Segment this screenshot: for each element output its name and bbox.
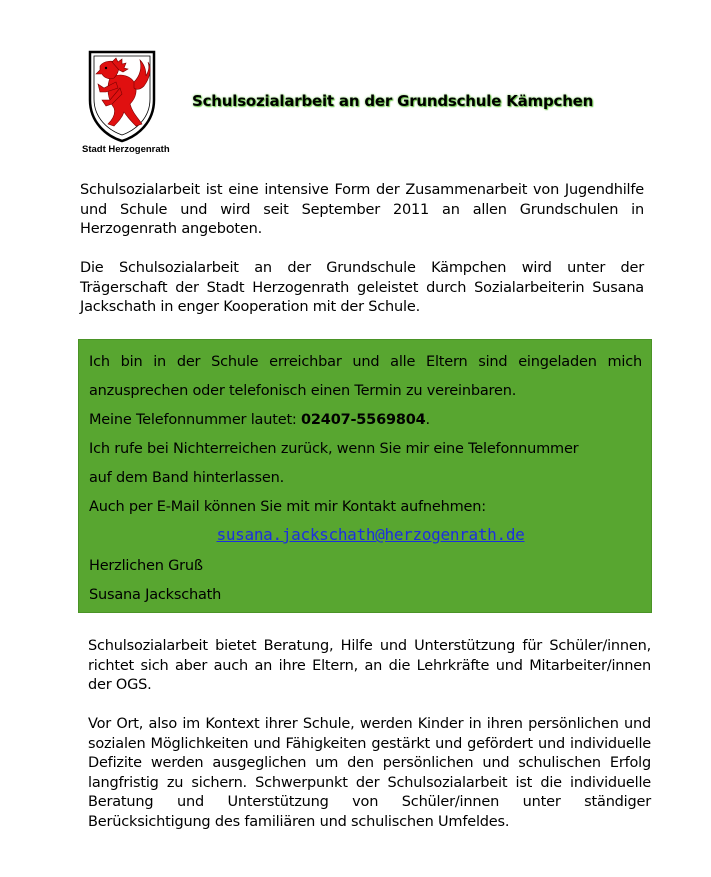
intro-paragraph-1: Schulsozialarbeit ist eine intensive Form der Zusammenarbeit von Jugendhilfe und Schule und wird seit September 2011 an allen Grundschulen in Herzogenrath angeboten. [80,182,644,237]
phone-number[interactable]: 02407-5569804 [301,412,426,428]
body-paragraph-2: Vor Ort, also im Kontext ihrer Schule, werden Kinder in ihren persönlichen und sozialen Möglichkeiten und Fähigkeiten gestärkt und gefördert und individuelle Defizite werden ausgeglichen um den persönlichen und schulischen Erfolg langfristig zu sichern. Schwerpunkt der Schulsozialarbeit ist die individuelle Beratung und Unterstützung von Schüler/innen unter ständiger Berücksichtigung des familiären und schulischen Umfeldes. [88,716,651,830]
contact-line-6: Auch per E-Mail können Sie mit mir Kontakt aufnehmen: [89,499,486,515]
herzogenrath-lion-crest-icon [86,48,158,144]
contact-line-5: auf dem Band hinterlassen. [89,470,285,486]
phone-suffix: . [425,412,430,428]
contact-line-2: anzusprechen oder telefonisch einen Termin zu vereinbaren. [89,383,517,399]
email-row [89,525,642,555]
contact-box [78,339,652,613]
contact-line-1: Ich bin in der Schule erreichbar und alle Eltern sind eingeladen mich [89,354,642,370]
contact-phone-line [89,409,642,438]
greeting: Herzlichen Gruß [89,558,203,574]
city-crest [82,48,170,158]
page-title: Schulsozialarbeit an der Grundschule Kämpchen [192,92,594,110]
crest-label: Stadt Herzogenrath [82,144,170,155]
phone-prefix: Meine Telefonnummer lautet: [89,412,302,428]
signature: Susana Jackschath [89,587,222,603]
email-link[interactable]: susana.jackschath@herzogenrath.de [216,525,525,544]
contact-line-4: Ich rufe bei Nichterreichen zurück, wenn Sie mir eine Telefonnummer [89,441,579,457]
intro-paragraph-2: Die Schulsozialarbeit an der Grundschule Kämpchen wird unter der Trägerschaft der Stadt Herzogenrath geleistet durch Sozialarbeiterin Susana Jackschath in enger Kooperation mit der Schule. [80,260,644,315]
body-paragraph-1: Schulsozialarbeit bietet Beratung, Hilfe und Unterstützung für Schüler/innen, richtet sich aber auch an ihre Eltern, an die Lehrkräfte und Mitarbeiter/innen der OGS. [88,638,651,693]
